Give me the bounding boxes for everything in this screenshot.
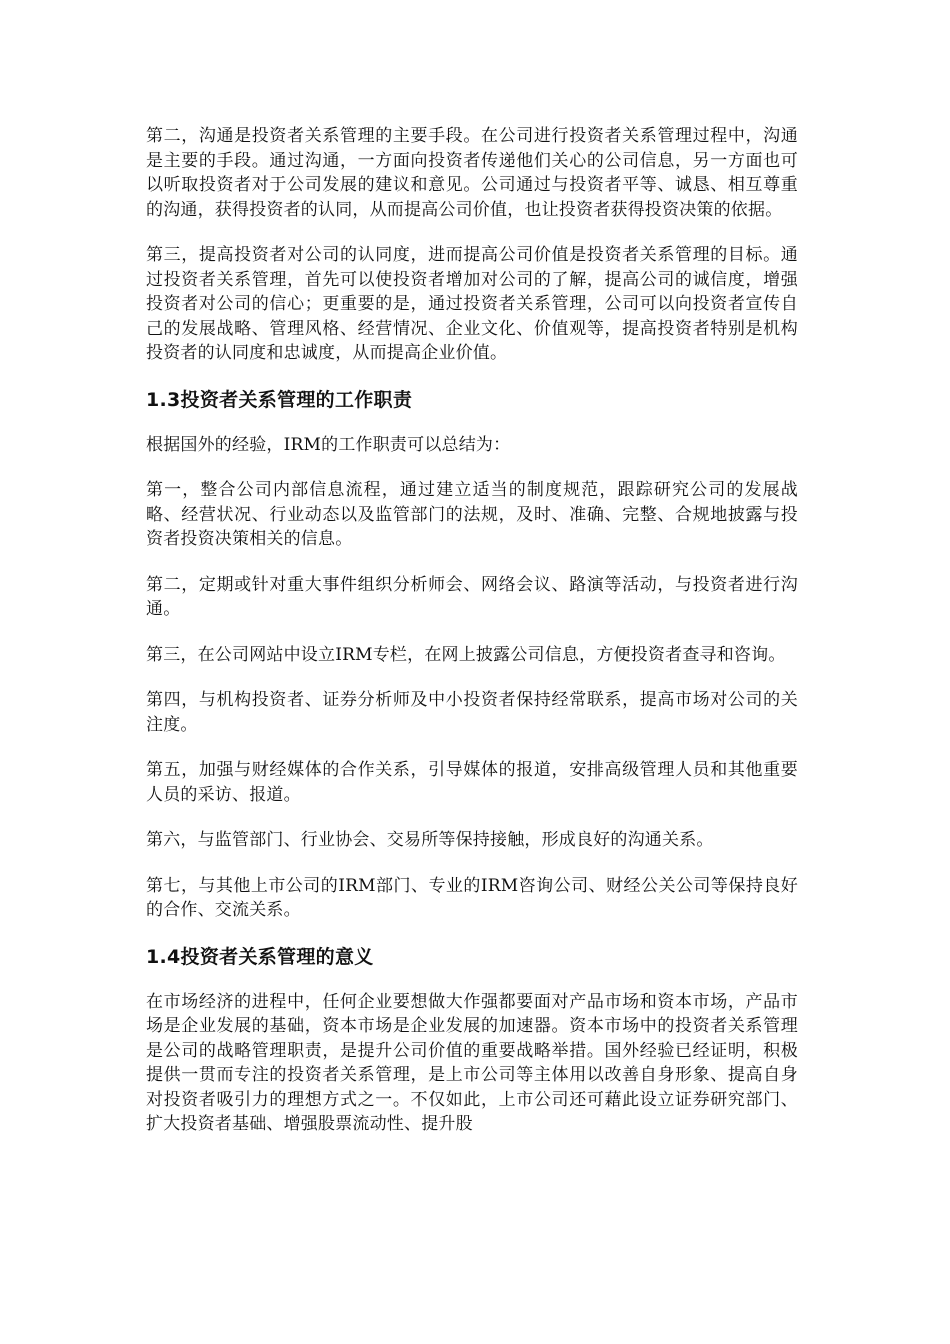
- paragraph-significance: 在市场经济的进程中，任何企业要想做大作强都要面对产品市场和资本市场，产品市场是企业发展的基础，资本市场是企业发展的加速器。资本市场中的投资者关系管理是公司的战略管理职责，是提升公司价值的重要战略举措。国外经验已经证明，积极提供一贯而专注的投资者关系管理，是上市公司等主体用以改善自身形象、提高自身对投资者吸引力的理想方式之一。不仅如此，上市公司还可藉此设立证券研究部门、扩大投资者基础、增强股票流动性、提升股: [146, 991, 798, 1134]
- paragraph-duty-1: 第一，整合公司内部信息流程，通过建立适当的制度规范，跟踪研究公司的发展战略、经营状况、行业动态以及监管部门的法规，及时、准确、完整、合规地披露与投资者投资决策相关的信息。: [146, 480, 798, 549]
- paragraph-duty-4: 第四，与机构投资者、证券分析师及中小投资者保持经常联系，提高市场对公司的关注度。: [146, 690, 798, 735]
- paragraph-duty-5: 第五，加强与财经媒体的合作关系，引导媒体的报道，安排高级管理人员和其他重要人员的采访、报道。: [146, 760, 798, 805]
- section-heading-1-4: 1.4投资者关系管理的意义: [146, 945, 374, 968]
- paragraph-communication-means: 第二，沟通是投资者关系管理的主要手段。在公司进行投资者关系管理过程中，沟通是主要的手段。通过沟通，一方面向投资者传递他们关心的公司信息，另一方面也可以听取投资者对于公司发展的建议和意见。公司通过与投资者平等、诚恳、相互尊重的沟通，获得投资者的认同，从而提高公司价值，也让投资者获得投资决策的依据。: [146, 126, 798, 220]
- document-body: [146, 124, 798, 1158]
- paragraph-irm-duties-intro: 根据国外的经验，IRM的工作职责可以总结为：: [146, 434, 511, 455]
- paragraph-duty-3: 第三，在公司网站中设立IRM专栏，在网上披露公司信息，方便投资者查寻和咨询。: [146, 644, 786, 665]
- paragraph-duty-7: 第七，与其他上市公司的IRM部门、专业的IRM咨询公司、财经公关公司等保持良好的合作、交流关系。: [146, 875, 798, 920]
- section-heading-1-3: 1.3投资者关系管理的工作职责: [146, 388, 413, 411]
- paragraph-duty-2: 第二，定期或针对重大事件组织分析师会、网络会议、路演等活动，与投资者进行沟通。: [146, 574, 798, 619]
- paragraph-duty-6: 第六，与监管部门、行业协会、交易所等保持接触，形成良好的沟通关系。: [146, 830, 714, 850]
- paragraph-identification-goal: 第三，提高投资者对公司的认同度，进而提高公司价值是投资者关系管理的目标。通过投资者关系管理，首先可以使投资者增加对公司的了解，提高公司的诚信度，增强投资者对公司的信心；更重要的是，通过投资者关系管理，公司可以向投资者宣传自己的发展战略、管理风格、经营情况、企业文化、价值观等，提高投资者特别是机构投资者的认同度和忠诚度，从而提高企业价值。: [146, 245, 798, 363]
